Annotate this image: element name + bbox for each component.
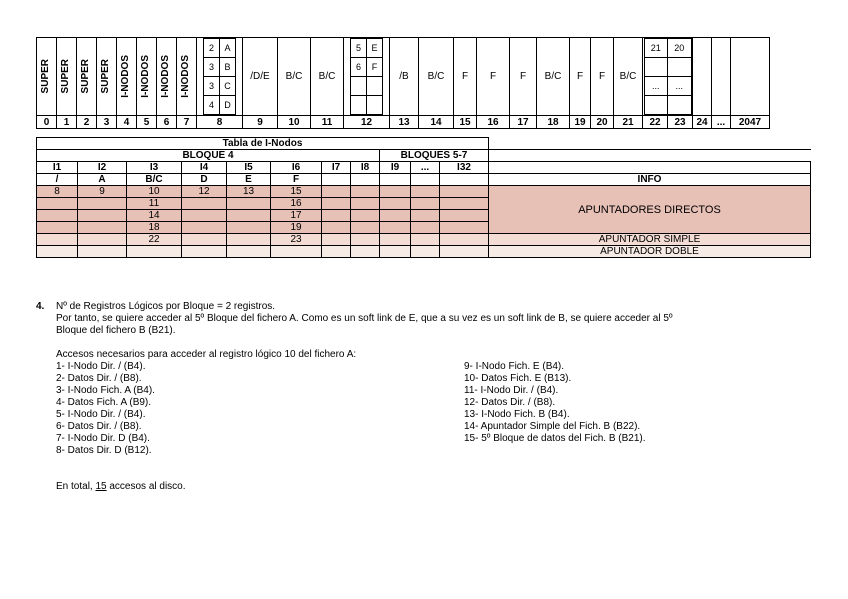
- block-1: SUPER: [57, 38, 77, 116]
- block-10: B/C: [278, 38, 311, 116]
- inode-row: [37, 246, 811, 258]
- dir-entries-b8: 2 A 3 B 3 C 4 D: [203, 38, 236, 115]
- bloque-4-label: BLOQUE 4: [37, 150, 380, 162]
- block-15: F: [454, 38, 477, 116]
- block-ellipsis: [712, 38, 731, 116]
- block-24: [693, 38, 712, 116]
- list-item: 12- Datos Dir. / (B8).: [464, 397, 556, 408]
- inode-table-names-row: / A B/C D E F INFO: [37, 174, 811, 186]
- list-item: 6- Datos Dir. / (B8).: [56, 421, 142, 432]
- inode-row: 18 19: [37, 222, 811, 234]
- pointer-entries-b22: 21 20 ... ...: [644, 38, 692, 115]
- block-2047: [731, 38, 770, 116]
- block-6: I-NODOS: [157, 38, 177, 116]
- list-item: 5- I-Nodo Dir. / (B4).: [56, 409, 146, 420]
- accesos-title: Accesos necesarios para acceder al registro lógico 10 del fichero A:: [56, 349, 357, 360]
- inode-row: 8 9 10 12 13 15 APUNTADORES DIRECTOS: [37, 186, 811, 198]
- block-2: SUPER: [77, 38, 97, 116]
- disk-block-numbers-row: 0 1 2 3 4 5 6 7 8 9 10 11 12 13 14 15 16 17 18 19 20 21 22 23 24 ... 2047: [37, 116, 770, 129]
- list-item: 2- Datos Dir. / (B8).: [56, 373, 142, 384]
- info-double-pointer: APUNTADOR DOBLE: [489, 246, 811, 258]
- bloques-5-7-label: BLOQUES 5-7: [380, 150, 489, 162]
- total-line: En total, 15 accesos al disco.: [56, 481, 186, 492]
- total-count: 15: [95, 481, 107, 492]
- list-item: 11- I-Nodo Dir. / (B4).: [464, 385, 559, 396]
- block-17: F: [510, 38, 537, 116]
- block-12: [344, 38, 390, 116]
- access-list: [56, 361, 828, 457]
- block-11: B/C: [311, 38, 344, 116]
- list-item: 8- Datos Dir. D (B12).: [56, 445, 152, 456]
- block-22-23: [643, 38, 693, 116]
- list-item: 1- I-Nodo Dir. / (B4).: [56, 361, 146, 372]
- explanation-line-2: Bloque del fichero B (B21).: [56, 325, 176, 336]
- block-7: I-NODOS: [177, 38, 197, 116]
- block-20: F: [591, 38, 614, 116]
- info-header: INFO: [489, 174, 811, 186]
- block-4: I-NODOS: [117, 38, 137, 116]
- block-0: SUPER: [37, 38, 57, 116]
- inode-row: 11 16: [37, 198, 811, 210]
- block-19: F: [570, 38, 591, 116]
- inode-table-title-row: [37, 138, 811, 150]
- inode-row: 22 23 APUNTADOR SIMPLE: [37, 234, 811, 246]
- list-item: 13- I-Nodo Fich. B (B4).: [464, 409, 570, 420]
- list-item: 3- I-Nodo Fich. A (B4).: [56, 385, 155, 396]
- registros-line: Nº de Registros Lógicos por Bloque = 2 registros.: [56, 301, 276, 312]
- explanation-line: Por tanto, se quiere acceder al 5º Bloque del fichero A. Como es un soft link de E, que a su vez es un soft link de B, se quiere acceder al 5º: [56, 313, 673, 324]
- dir-entries-b12: 5 E 6 F: [350, 38, 383, 115]
- info-simple-pointer: APUNTADOR SIMPLE: [489, 234, 811, 246]
- list-item: 15- 5º Bloque de datos del Fich. B (B21).: [464, 433, 646, 444]
- block-3: SUPER: [97, 38, 117, 116]
- info-direct-pointers: APUNTADORES DIRECTOS: [489, 186, 811, 234]
- list-item: 4- Datos Fich. A (B9).: [56, 397, 152, 408]
- inode-table: [36, 137, 811, 258]
- list-item: 10- Datos Fich. E (B13).: [464, 373, 572, 384]
- inode-table-title: Tabla de I-Nodos: [37, 138, 489, 150]
- list-item: 9- I-Nodo Fich. E (B4).: [464, 361, 565, 372]
- list-item: 7- I-Nodo Dir. D (B4).: [56, 433, 150, 444]
- inode-table-header-row: I1 I2 I3 I4 I5 I6 I7 I8 I9 ... I32: [37, 162, 811, 174]
- disk-blocks-table: [36, 37, 770, 129]
- inode-table-blocks-row: [37, 150, 811, 162]
- inode-row: 14 17: [37, 210, 811, 222]
- block-8: [197, 38, 243, 116]
- question-number: 4.: [36, 301, 45, 312]
- block-16: F: [477, 38, 510, 116]
- access-list-left: [56, 361, 464, 457]
- block-5: I-NODOS: [137, 38, 157, 116]
- block-18: B/C: [537, 38, 570, 116]
- block-21: B/C: [614, 38, 643, 116]
- block-14: B/C: [419, 38, 454, 116]
- block-9: /D/E: [243, 38, 278, 116]
- list-item: 14- Apuntador Simple del Fich. B (B22).: [464, 421, 641, 432]
- disk-block-contents-row: [37, 38, 770, 116]
- block-13: /B: [390, 38, 419, 116]
- answer-text: [38, 301, 828, 493]
- access-list-right: [464, 361, 764, 457]
